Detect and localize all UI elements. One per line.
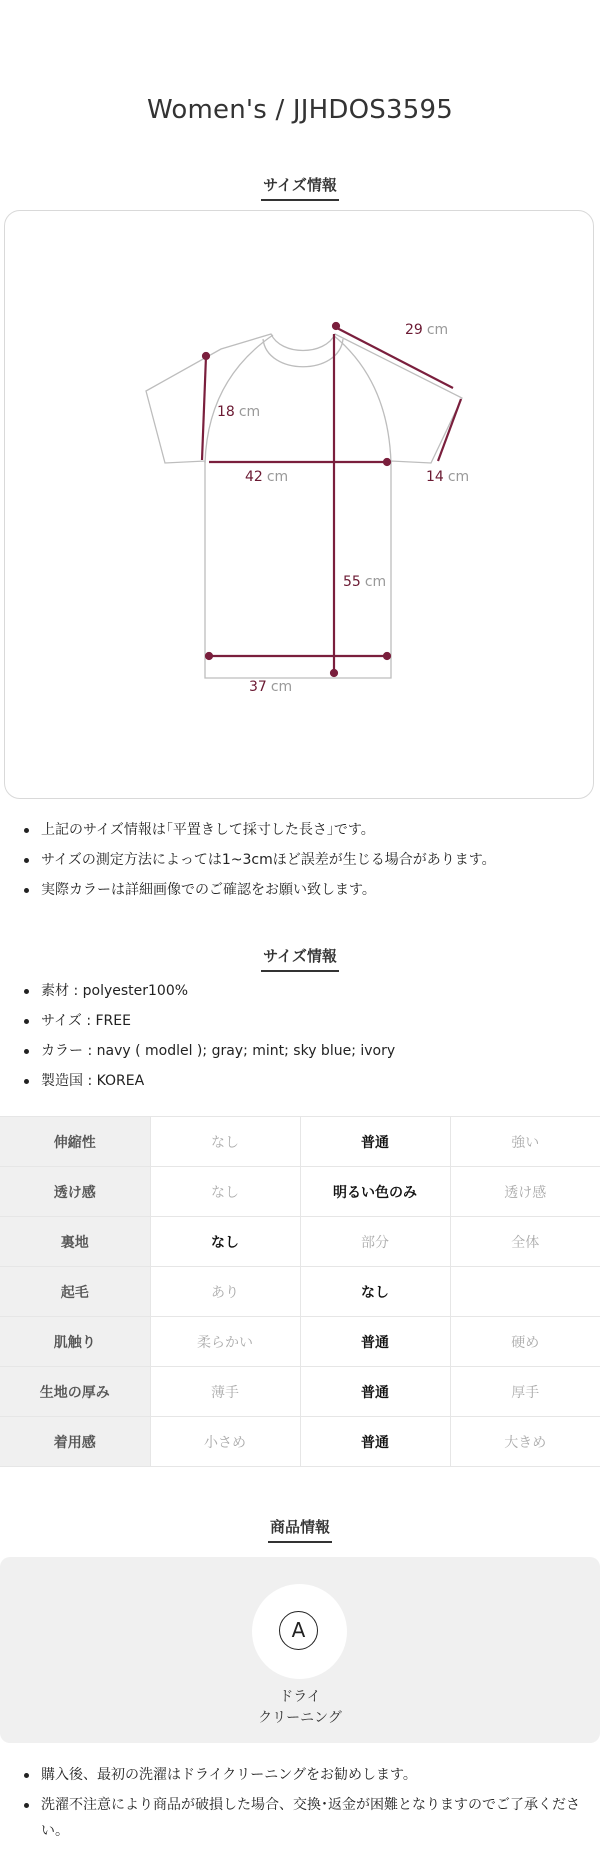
list-item: 製造国 : KOREA xyxy=(20,1066,580,1096)
armhole-line xyxy=(202,356,206,460)
table-row xyxy=(0,1167,600,1217)
fabric-option: 全体 xyxy=(450,1217,600,1267)
sleeve-opening-line xyxy=(438,399,461,461)
fabric-option-selected: 普通 xyxy=(300,1417,450,1467)
sleeve-length-start-dot xyxy=(333,323,339,329)
armhole-start-dot xyxy=(203,353,209,359)
fabric-option: 強い xyxy=(450,1117,600,1167)
hem-start-dot xyxy=(206,653,212,659)
size-diagram-card xyxy=(4,210,594,799)
sleeve-length-label: 29 cm xyxy=(405,322,449,338)
fabric-option-selected: 普通 xyxy=(300,1117,450,1167)
info-section-title: サイズ情報 xyxy=(0,945,600,972)
fabric-option-selected: 普通 xyxy=(300,1367,450,1417)
tshirt-size-diagram xyxy=(5,211,595,800)
care-label: ドライ クリーニング xyxy=(258,1689,342,1726)
fabric-option-selected: 普通 xyxy=(300,1317,450,1367)
list-item: 実際カラーは詳細画像でのご確認をお願い致します。 xyxy=(20,875,580,905)
fabric-option: 柔らかい xyxy=(150,1317,300,1367)
fabric-property-label: 透け感 xyxy=(0,1167,150,1217)
fabric-option: 薄手 xyxy=(150,1367,300,1417)
table-row xyxy=(0,1367,600,1417)
product-section-title: 商品情報 xyxy=(0,1516,600,1543)
chest-label: 42 cm xyxy=(245,469,289,485)
fabric-option: 硬め xyxy=(450,1317,600,1367)
fabric-option: 大きめ xyxy=(450,1417,600,1467)
tshirt-collar xyxy=(263,339,343,367)
table-row xyxy=(0,1117,600,1167)
fabric-option: 透け感 xyxy=(450,1167,600,1217)
fabric-property-label: 肌触り xyxy=(0,1317,150,1367)
fabric-option: あり xyxy=(150,1267,300,1317)
fabric-option xyxy=(450,1267,600,1317)
size-notes-list xyxy=(20,815,580,905)
armhole-label: 18 cm xyxy=(217,404,261,420)
fabric-option: なし xyxy=(150,1167,300,1217)
hem-label: 37 cm xyxy=(249,679,293,695)
page-title: Women's / JJHDOS3595 xyxy=(147,95,453,125)
fabric-property-label: 伸縮性 xyxy=(0,1117,150,1167)
fabric-option: 厚手 xyxy=(450,1367,600,1417)
fabric-option: 部分 xyxy=(300,1217,450,1267)
fabric-option-selected: なし xyxy=(300,1267,450,1317)
list-item: サイズ : FREE xyxy=(20,1006,580,1036)
table-row xyxy=(0,1317,600,1367)
table-row xyxy=(0,1217,600,1267)
fabric-option: なし xyxy=(150,1117,300,1167)
total-length-label: 55 cm xyxy=(343,574,387,590)
fabric-property-label: 起毛 xyxy=(0,1267,150,1317)
care-instructions-box xyxy=(0,1557,600,1743)
list-item: サイズの測定方法によっては1~3cmほど誤差が生じる場合があります。 xyxy=(20,845,580,875)
sleeve-opening-label: 14 cm xyxy=(426,469,470,485)
table-row xyxy=(0,1267,600,1317)
list-item: 上記のサイズ情報は｢平置きして採寸した長さ｣です。 xyxy=(20,815,580,845)
fabric-option-selected: 明るい色のみ xyxy=(300,1167,450,1217)
size-section-title: サイズ情報 xyxy=(0,174,600,201)
care-notes-list xyxy=(20,1760,580,1846)
fabric-property-label: 裏地 xyxy=(0,1217,150,1267)
hem-end-dot xyxy=(384,653,390,659)
tshirt-raglan-right xyxy=(333,335,391,463)
fabric-property-label: 生地の厚み xyxy=(0,1367,150,1417)
product-info-list xyxy=(20,976,580,1096)
total-length-end-dot xyxy=(331,670,337,676)
fabric-property-label: 着用感 xyxy=(0,1417,150,1467)
list-item: 素材 : polyester100% xyxy=(20,976,580,1006)
list-item: 洗濯不注意により商品が破損した場合、交換･返金が困難となりますのでご了承ください。 xyxy=(20,1790,580,1846)
tshirt-outline xyxy=(146,334,462,678)
list-item: カラー : navy ( modlel ); gray; mint; sky blue; ivory xyxy=(20,1036,580,1066)
fabric-property-table xyxy=(0,1116,600,1467)
chest-end-dot xyxy=(384,459,390,465)
list-item: 購入後、最初の洗濯はドライクリーニングをお勧めします。 xyxy=(20,1760,580,1790)
fabric-option: 小さめ xyxy=(150,1417,300,1467)
care-icon-circle xyxy=(252,1584,347,1679)
fabric-option-selected: なし xyxy=(150,1217,300,1267)
table-row xyxy=(0,1417,600,1467)
dry-cleaning-icon: A xyxy=(279,1611,318,1650)
tshirt-raglan-left xyxy=(205,335,273,463)
